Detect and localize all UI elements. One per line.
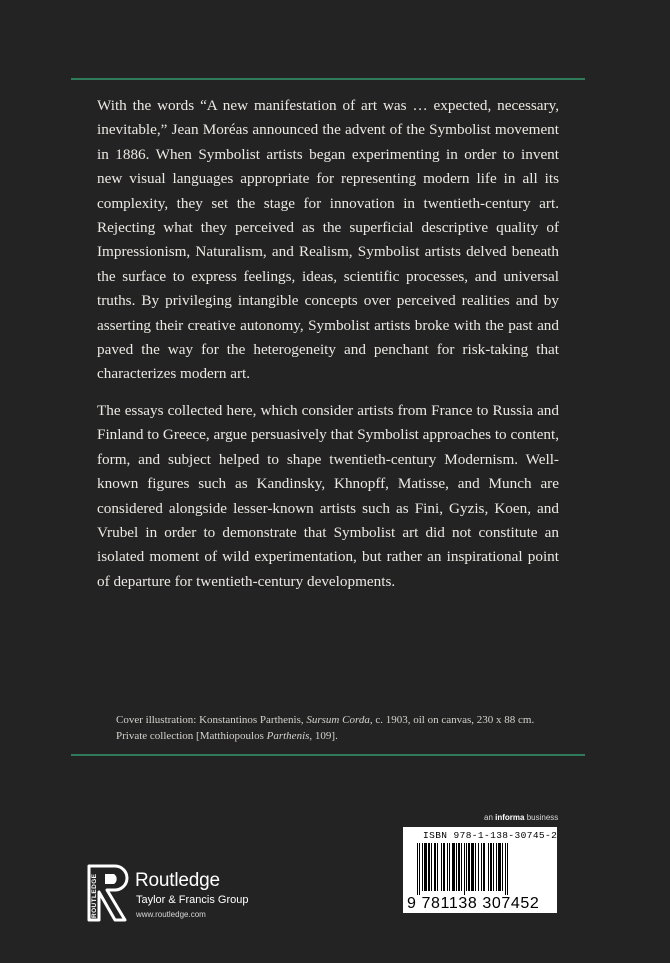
informa-business-tagline: an informa business	[484, 813, 559, 822]
isbn-barcode	[403, 827, 557, 913]
publisher-url[interactable]: www.routledge.com	[136, 910, 206, 919]
informa-brand: informa	[495, 813, 525, 822]
caption-prefix: Cover illustration: Konstantinos Parthenis,	[116, 714, 307, 726]
cover-illustration-caption	[116, 712, 556, 744]
caption-reference-title: Parthenis	[266, 730, 310, 742]
caption-artwork-title: Sursum Corda	[306, 714, 370, 726]
blurb-paragraph-1: With the words “A new manifestation of art was … expected, necessary, inevitable,” Jean Moréas announced the advent of the Symbolist movement in 1886. When Symbolist artists began experimenting in order to invent new visual languages appropriate for representing modern life in all its complexity, they set the stage for innovation in twentieth-century art. Rejecting what they perceived as the superficial descriptive quality of Impressionism, Naturalism, and Realism, Symbolist artists delved beneath the surface to express feelings, ideas, scientific processes, and universal truths. By privileging intangible concepts over perceived realities and by asserting their creative autonomy, Symbolist artists broke with the past and paved the way for the heterogeneity and penchant for risk-taking that characterizes modern art.	[97, 97, 559, 383]
routledge-logo	[85, 862, 285, 922]
publisher-group: Taylor & Francis Group	[136, 894, 249, 906]
isbn-label: ISBN 978-1-138-30745-2	[423, 830, 558, 841]
publisher-name: Routledge	[135, 870, 220, 891]
caption-details: , c. 1903, oil on canvas, 230 x 88 cm. Private collection [Matthiopoulos	[116, 714, 535, 742]
back-cover-blurb	[97, 94, 559, 606]
barcode-bars	[417, 843, 545, 895]
routledge-vertical-wordmark: ROUTLEDGE	[91, 873, 98, 918]
barcode-digits: 9 781138 307452	[407, 895, 540, 912]
caption-reference-suffix: , 109].	[309, 730, 338, 742]
blurb-paragraph-2: The essays collected here, which consider artists from France to Russia and Finland to Greece, argue persuasively that Symbolist approaches to content, form, and subject helped to shape twentieth-century Modernism. Well-known figures such as Kandinsky, Khnopff, Matisse, and Munch are considered alongside lesser-known artists such as Fini, Gyzis, Koen, and Vrubel in order to demonstrate that Symbolist art did not constitute an isolated moment of wild experimentation, but rather an inspirational point of departure for twentieth-century developments.	[97, 401, 559, 590]
top-rule	[71, 78, 585, 80]
bottom-rule	[71, 754, 585, 756]
